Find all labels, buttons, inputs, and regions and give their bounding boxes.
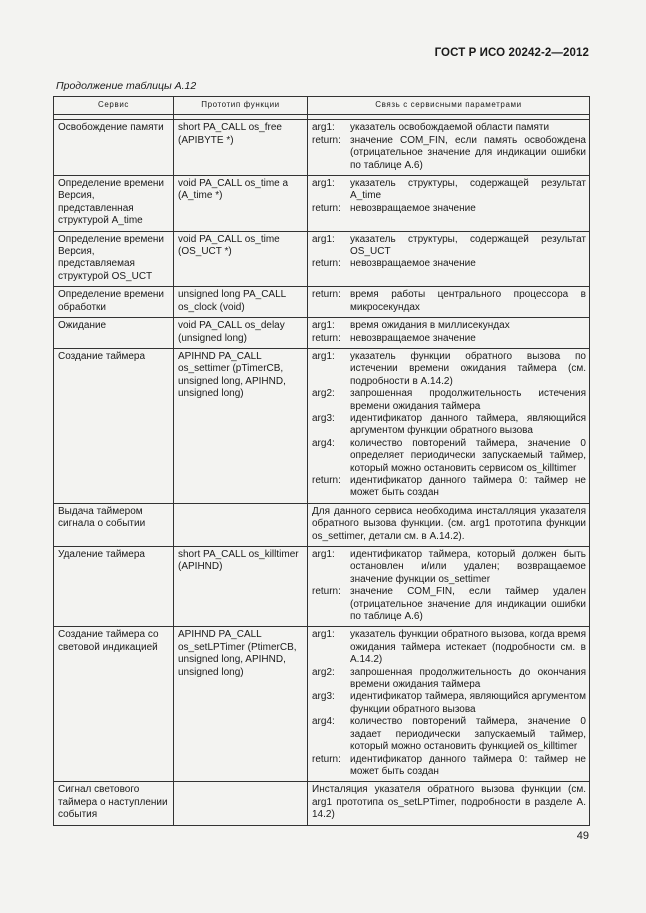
param-value: невозвращаемое значение [350, 332, 476, 344]
param-list [312, 289, 586, 314]
param-key: arg2: [312, 388, 335, 400]
relation-text: Для данного сервиса необходима инсталляция указателя обратного вызова функции. (см. arg1 прототипа функции os_settimer, детали см. в А.14.2). [312, 505, 586, 542]
param-value: указатель функции обратного вызова по истечении времени ожидания таймера (см. подробности в А.14.2) [350, 350, 586, 387]
table-row [54, 503, 590, 546]
relation-cell [308, 547, 590, 627]
param-value: указатель освобождаемой области памяти [350, 122, 550, 134]
service-cell: Выдача таймером сигнала о событии [54, 503, 174, 546]
param-row [312, 667, 586, 692]
param-row [312, 716, 586, 753]
param-row [312, 258, 586, 270]
param-list [312, 320, 586, 345]
param-row [312, 234, 586, 259]
param-row [312, 549, 586, 586]
param-row [312, 586, 586, 623]
param-key: return: [312, 289, 341, 301]
service-cell: Ожидание [54, 318, 174, 349]
table-row [54, 176, 590, 232]
prototype-cell: short PA_CALL os_free (APIBYTE *) [174, 120, 308, 176]
param-value: идентификатор данного таймера 0: таймер не может быть создан [350, 474, 586, 499]
service-cell: Освобождение памяти [54, 120, 174, 176]
param-list [312, 178, 586, 215]
param-value: значение COM_FIN, если память освобождена (отрицательное значение для индикации ошибки по таблице А.6) [350, 134, 586, 171]
service-cell: Определение времени Версия, представляемая структурой OS_UCT [54, 231, 174, 287]
param-value: указатель функции обратного вызова, когда время ожидания таймера истекает (подробности см. в А.14.2) [350, 629, 586, 666]
param-row [312, 203, 586, 215]
param-value: количество повторений таймера, значение 0 определяет периодически запускаемый таймер, который можно остановить сервисом os_killtimer [350, 437, 586, 474]
param-value: время ожидания в миллисекундах [350, 320, 510, 332]
table-row [54, 348, 590, 503]
param-value: время работы центрального процессора в микросекундах [350, 289, 586, 313]
param-key: arg2: [312, 666, 335, 678]
service-cell: Сигнал светового таймера о наступлении события [54, 782, 174, 825]
param-key: arg1: [312, 549, 335, 560]
prototype-cell: APIHND PA_CALL os_setLPTimer (PtimerCB, unsigned long, APIHND, unsigned long) [174, 627, 308, 782]
param-row [312, 629, 586, 666]
param-value: значение COM_FIN, если таймер удален (отрицательное значение для индикации ошибки по таблице А.6) [350, 586, 586, 623]
param-row [312, 475, 586, 500]
relation-cell [308, 782, 590, 825]
service-cell: Создание таймера [54, 348, 174, 503]
table-row [54, 120, 590, 176]
param-key: arg1: [312, 629, 335, 641]
param-key: arg1: [312, 233, 335, 245]
param-key: return: [312, 586, 341, 598]
column-header-relation: Связь с сервисными параметрами [308, 97, 590, 115]
relation-cell [308, 318, 590, 349]
param-list [312, 122, 586, 172]
param-key: arg1: [312, 350, 335, 362]
param-key: return: [312, 258, 341, 270]
param-value: запрошенная продолжительность истечения времени ожидания таймера [350, 388, 586, 412]
relation-text: Инсталяция указателя обратного вызова функции (см. arg1 прототипа os_setLPTimer, подробности в разделе А. 14.2) [312, 784, 586, 821]
table-row [54, 318, 590, 349]
param-row [312, 754, 586, 779]
param-row [312, 351, 586, 388]
param-list [312, 549, 586, 623]
param-key: arg1: [312, 320, 335, 332]
param-key: arg1: [312, 122, 335, 134]
param-value: указатель структуры, содержащей результат A_time [350, 178, 586, 202]
service-cell: Определение времени обработки [54, 287, 174, 318]
prototype-cell: void PA_CALL os_time a (A_time *) [174, 176, 308, 232]
param-key: return: [312, 753, 341, 765]
param-row [312, 122, 586, 134]
param-row [312, 178, 586, 203]
param-value: идентификатор таймера, являющийся аргументом функции обратного вызова [350, 691, 586, 715]
param-key: arg3: [312, 412, 335, 424]
param-list [312, 629, 586, 778]
table-caption: Продолжение таблицы А.12 [56, 80, 197, 92]
param-list [312, 351, 586, 500]
relation-cell [308, 120, 590, 176]
param-value: идентификатор таймера, который должен быть остановлен и/или удален; возвращаемое значение функции os_settimer [350, 549, 586, 585]
document-header: ГОСТ Р ИСО 20242-2—2012 [434, 47, 589, 59]
services-table [53, 96, 590, 826]
param-key: return: [312, 332, 341, 344]
param-value: запрошенная продолжительность до окончания времени ожидания таймера [350, 666, 586, 691]
table-row [54, 782, 590, 825]
page-number: 49 [576, 830, 589, 842]
param-key: arg4: [312, 716, 335, 728]
prototype-cell: unsigned long PA_CALL os_clock (void) [174, 287, 308, 318]
service-cell: Создание таймера со световой индикацией [54, 627, 174, 782]
param-key: arg1: [312, 178, 335, 190]
column-header-service: Сервис [54, 97, 174, 115]
table-row [54, 547, 590, 627]
prototype-cell [174, 782, 308, 825]
param-value: количество повторений таймера, значение 0 задает периодически запускаемый таймер, который можно остановить функцией os_killtimer [350, 716, 586, 753]
param-value: невозвращаемое значение [350, 202, 476, 214]
param-key: arg3: [312, 691, 335, 703]
prototype-cell: short PA_CALL os_killtimer (APIHND) [174, 547, 308, 627]
table-row [54, 231, 590, 287]
table-row [54, 627, 590, 782]
param-row [312, 135, 586, 172]
table-header-row [54, 97, 590, 115]
param-row [312, 413, 586, 438]
prototype-cell [174, 503, 308, 546]
param-row [312, 333, 586, 345]
relation-cell [308, 503, 590, 546]
param-key: return: [312, 202, 341, 214]
param-row [312, 388, 586, 413]
service-cell: Определение времени Версия, представленная структурой A_time [54, 176, 174, 232]
relation-cell [308, 627, 590, 782]
table-row [54, 287, 590, 318]
param-row [312, 438, 586, 475]
param-key: return: [312, 134, 341, 146]
relation-cell [308, 287, 590, 318]
param-list [312, 234, 586, 271]
param-key: arg4: [312, 437, 335, 449]
service-cell: Удаление таймера [54, 547, 174, 627]
column-header-prototype: Прототип функции [174, 97, 308, 115]
relation-cell [308, 176, 590, 232]
param-row [312, 289, 586, 314]
param-value: идентификатор данного таймера 0: таймер не может быть создан [350, 753, 586, 777]
param-value: указатель структуры, содержащей результат OS_UCT [350, 233, 586, 258]
prototype-cell: void PA_CALL os_delay (unsigned long) [174, 318, 308, 349]
relation-cell [308, 348, 590, 503]
param-value: идентификатор данного таймера, являющийся аргументом функции обратного вызова [350, 412, 586, 437]
relation-cell [308, 231, 590, 287]
param-value: невозвращаемое значение [350, 258, 476, 270]
param-row [312, 320, 586, 332]
param-row [312, 691, 586, 716]
param-key: return: [312, 474, 341, 486]
prototype-cell: void PA_CALL os_time (OS_UCT *) [174, 231, 308, 287]
prototype-cell: APIHND PA_CALL os_settimer (pTimerCB, unsigned long, APIHND, unsigned long) [174, 348, 308, 503]
